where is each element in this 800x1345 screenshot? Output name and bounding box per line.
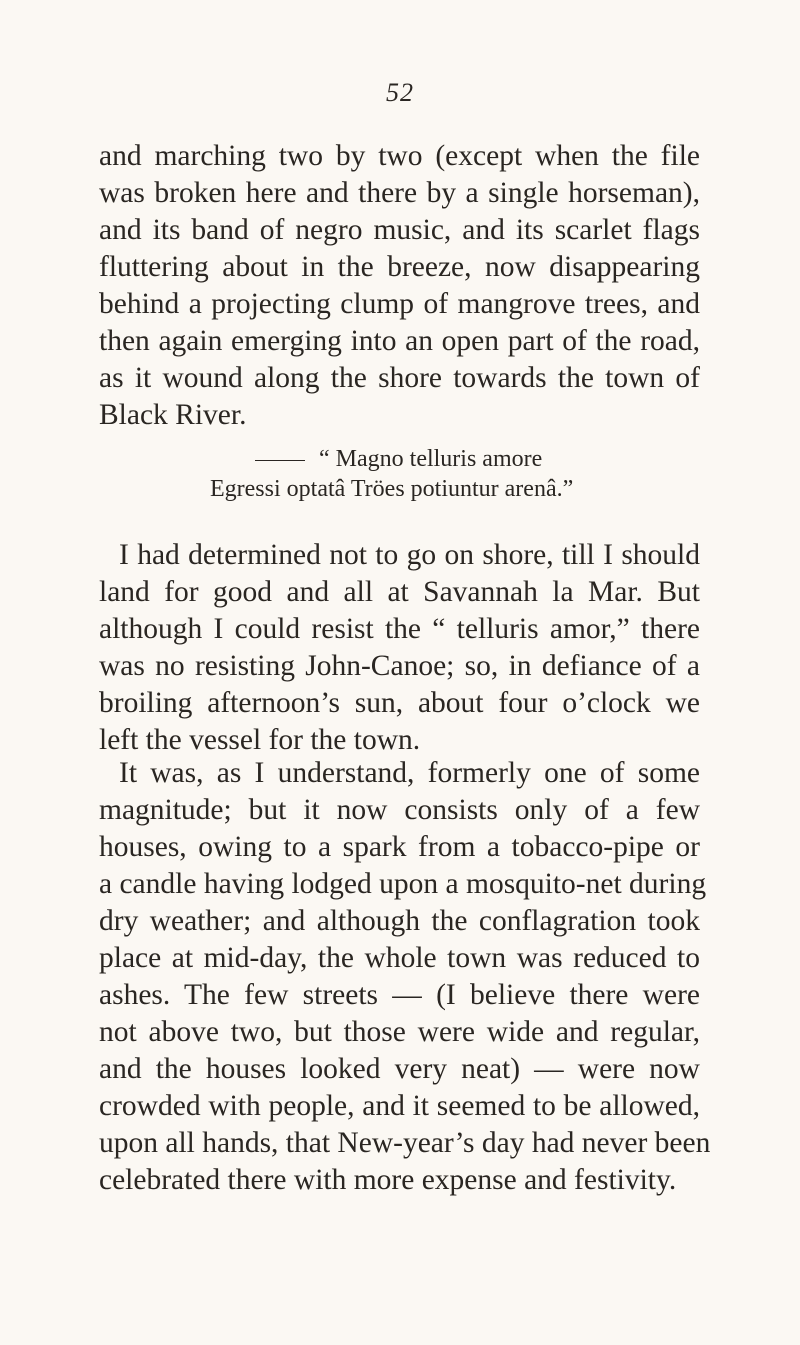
quote-text-1: “ Magno telluris amore xyxy=(319,446,543,472)
text-line: was broken here and there by a single horseman), xyxy=(99,177,700,209)
text-line: a candle having lodged upon a mosquito-net during xyxy=(99,868,707,900)
quote-dash xyxy=(255,460,305,461)
text-line: then again emerging into an open part of the road, xyxy=(99,325,700,357)
text-line: and its band of negro music, and its scarlet flags xyxy=(99,214,700,246)
text-line: I had determined not to go on shore, till I should xyxy=(119,539,700,571)
page-number: 52 xyxy=(386,78,414,107)
text-line: not above two, but those were wide and regular, xyxy=(99,1016,700,1048)
text-line: dry weather; and although the conflagration took xyxy=(99,905,700,937)
text-line: as it wound along the shore towards the town of xyxy=(99,362,700,394)
text-line: ashes. The few streets — (I believe there were xyxy=(99,979,700,1011)
paragraph-1 xyxy=(99,138,700,434)
text-line: houses, owing to a spark from a tobacco-pipe or xyxy=(99,831,700,863)
text-line: It was, as I understand, formerly one of some xyxy=(119,757,700,789)
text-line: left the vessel for the town. xyxy=(99,724,421,756)
text-line: was no resisting John-Canoe; so, in defiance of a xyxy=(99,650,700,682)
latin-quotation xyxy=(0,444,800,504)
text-line: land for good and all at Savannah la Mar. But xyxy=(99,576,700,608)
text-line: celebrated there with more expense and festivity. xyxy=(99,1164,677,1196)
text-line: fluttering about in the breeze, now disappearing xyxy=(99,251,700,283)
text-line: broiling afternoon’s sun, about four o’clock we xyxy=(99,687,700,719)
text-line: Black River. xyxy=(99,399,247,431)
text-line: and the houses looked very neat) — were now xyxy=(99,1053,700,1085)
text-line: crowded with people, and it seemed to be allowed, xyxy=(99,1090,700,1122)
paragraph-3 xyxy=(99,755,711,1199)
paragraph-2 xyxy=(99,537,700,759)
text-line: behind a projecting clump of mangrove trees, and xyxy=(99,288,700,320)
text-line: and marching two by two (except when the file xyxy=(99,140,700,172)
text-line: upon all hands, that New-year’s day had never been xyxy=(99,1127,711,1159)
quote-line-1 xyxy=(0,444,800,474)
text-line: although I could resist the “ telluris amor,” there xyxy=(99,613,700,645)
text-line: place at mid-day, the whole town was reduced to xyxy=(99,942,700,974)
text-line: magnitude; but it now consists only of a few xyxy=(99,794,700,826)
quote-line-2: Egressi optatâ Tröes potiuntur arenâ.” xyxy=(210,476,574,502)
